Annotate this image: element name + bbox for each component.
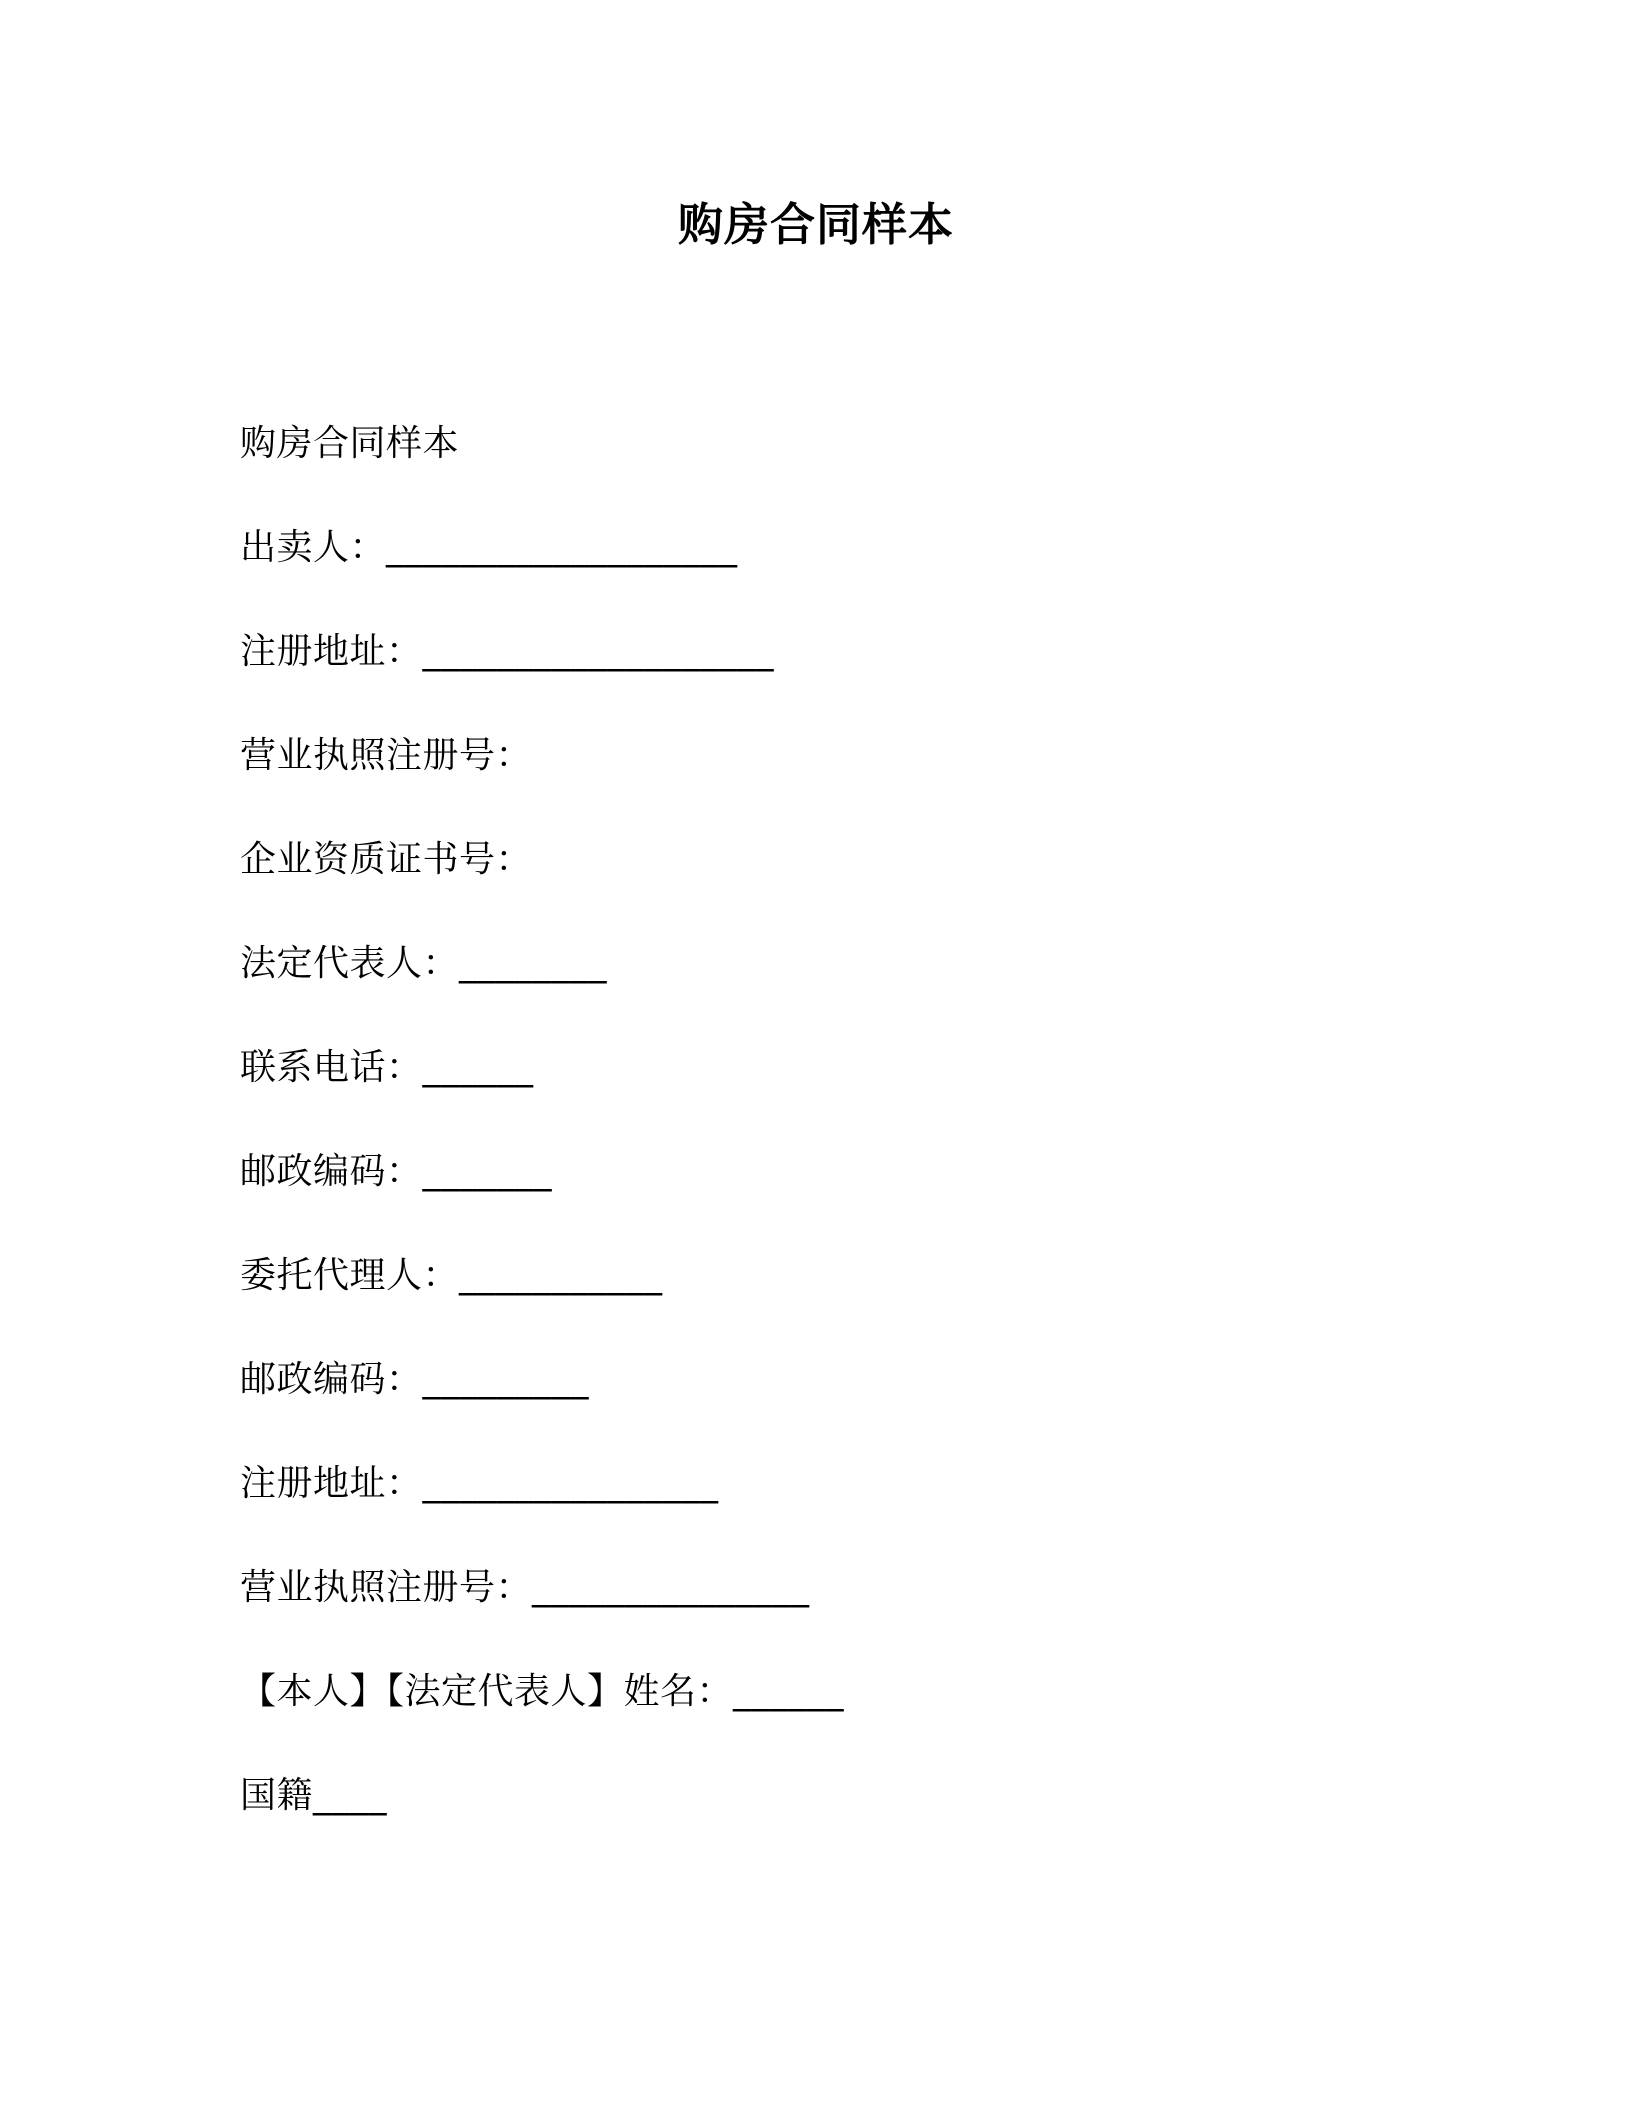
nationality-field: 国籍____ bbox=[240, 1775, 388, 1816]
authorized-agent-field: 委托代理人：___________ bbox=[240, 1255, 663, 1296]
legal-representative-field: 法定代表人：________ bbox=[240, 943, 608, 984]
document-title: 购房合同样本 bbox=[677, 198, 954, 251]
document-body bbox=[240, 420, 1440, 1876]
qualification-certificate-field: 企业资质证书号： bbox=[240, 839, 533, 880]
business-license-number-field-2: 营业执照注册号：_______________ bbox=[240, 1567, 810, 1608]
person-name-field: 【本人】【法定代表人】姓名：______ bbox=[240, 1671, 845, 1712]
phone-field: 联系电话：______ bbox=[240, 1047, 534, 1088]
seller-field: 出卖人：___________________ bbox=[240, 527, 738, 568]
postal-code-field-2: 邮政编码：_________ bbox=[240, 1359, 590, 1400]
body-heading: 购房合同样本 bbox=[240, 423, 460, 464]
postal-code-field: 邮政编码：_______ bbox=[240, 1151, 553, 1192]
registered-address-field: 注册地址：___________________ bbox=[240, 631, 775, 672]
business-license-number-field: 营业执照注册号： bbox=[240, 735, 533, 776]
registered-address-field-2: 注册地址：________________ bbox=[240, 1463, 719, 1504]
